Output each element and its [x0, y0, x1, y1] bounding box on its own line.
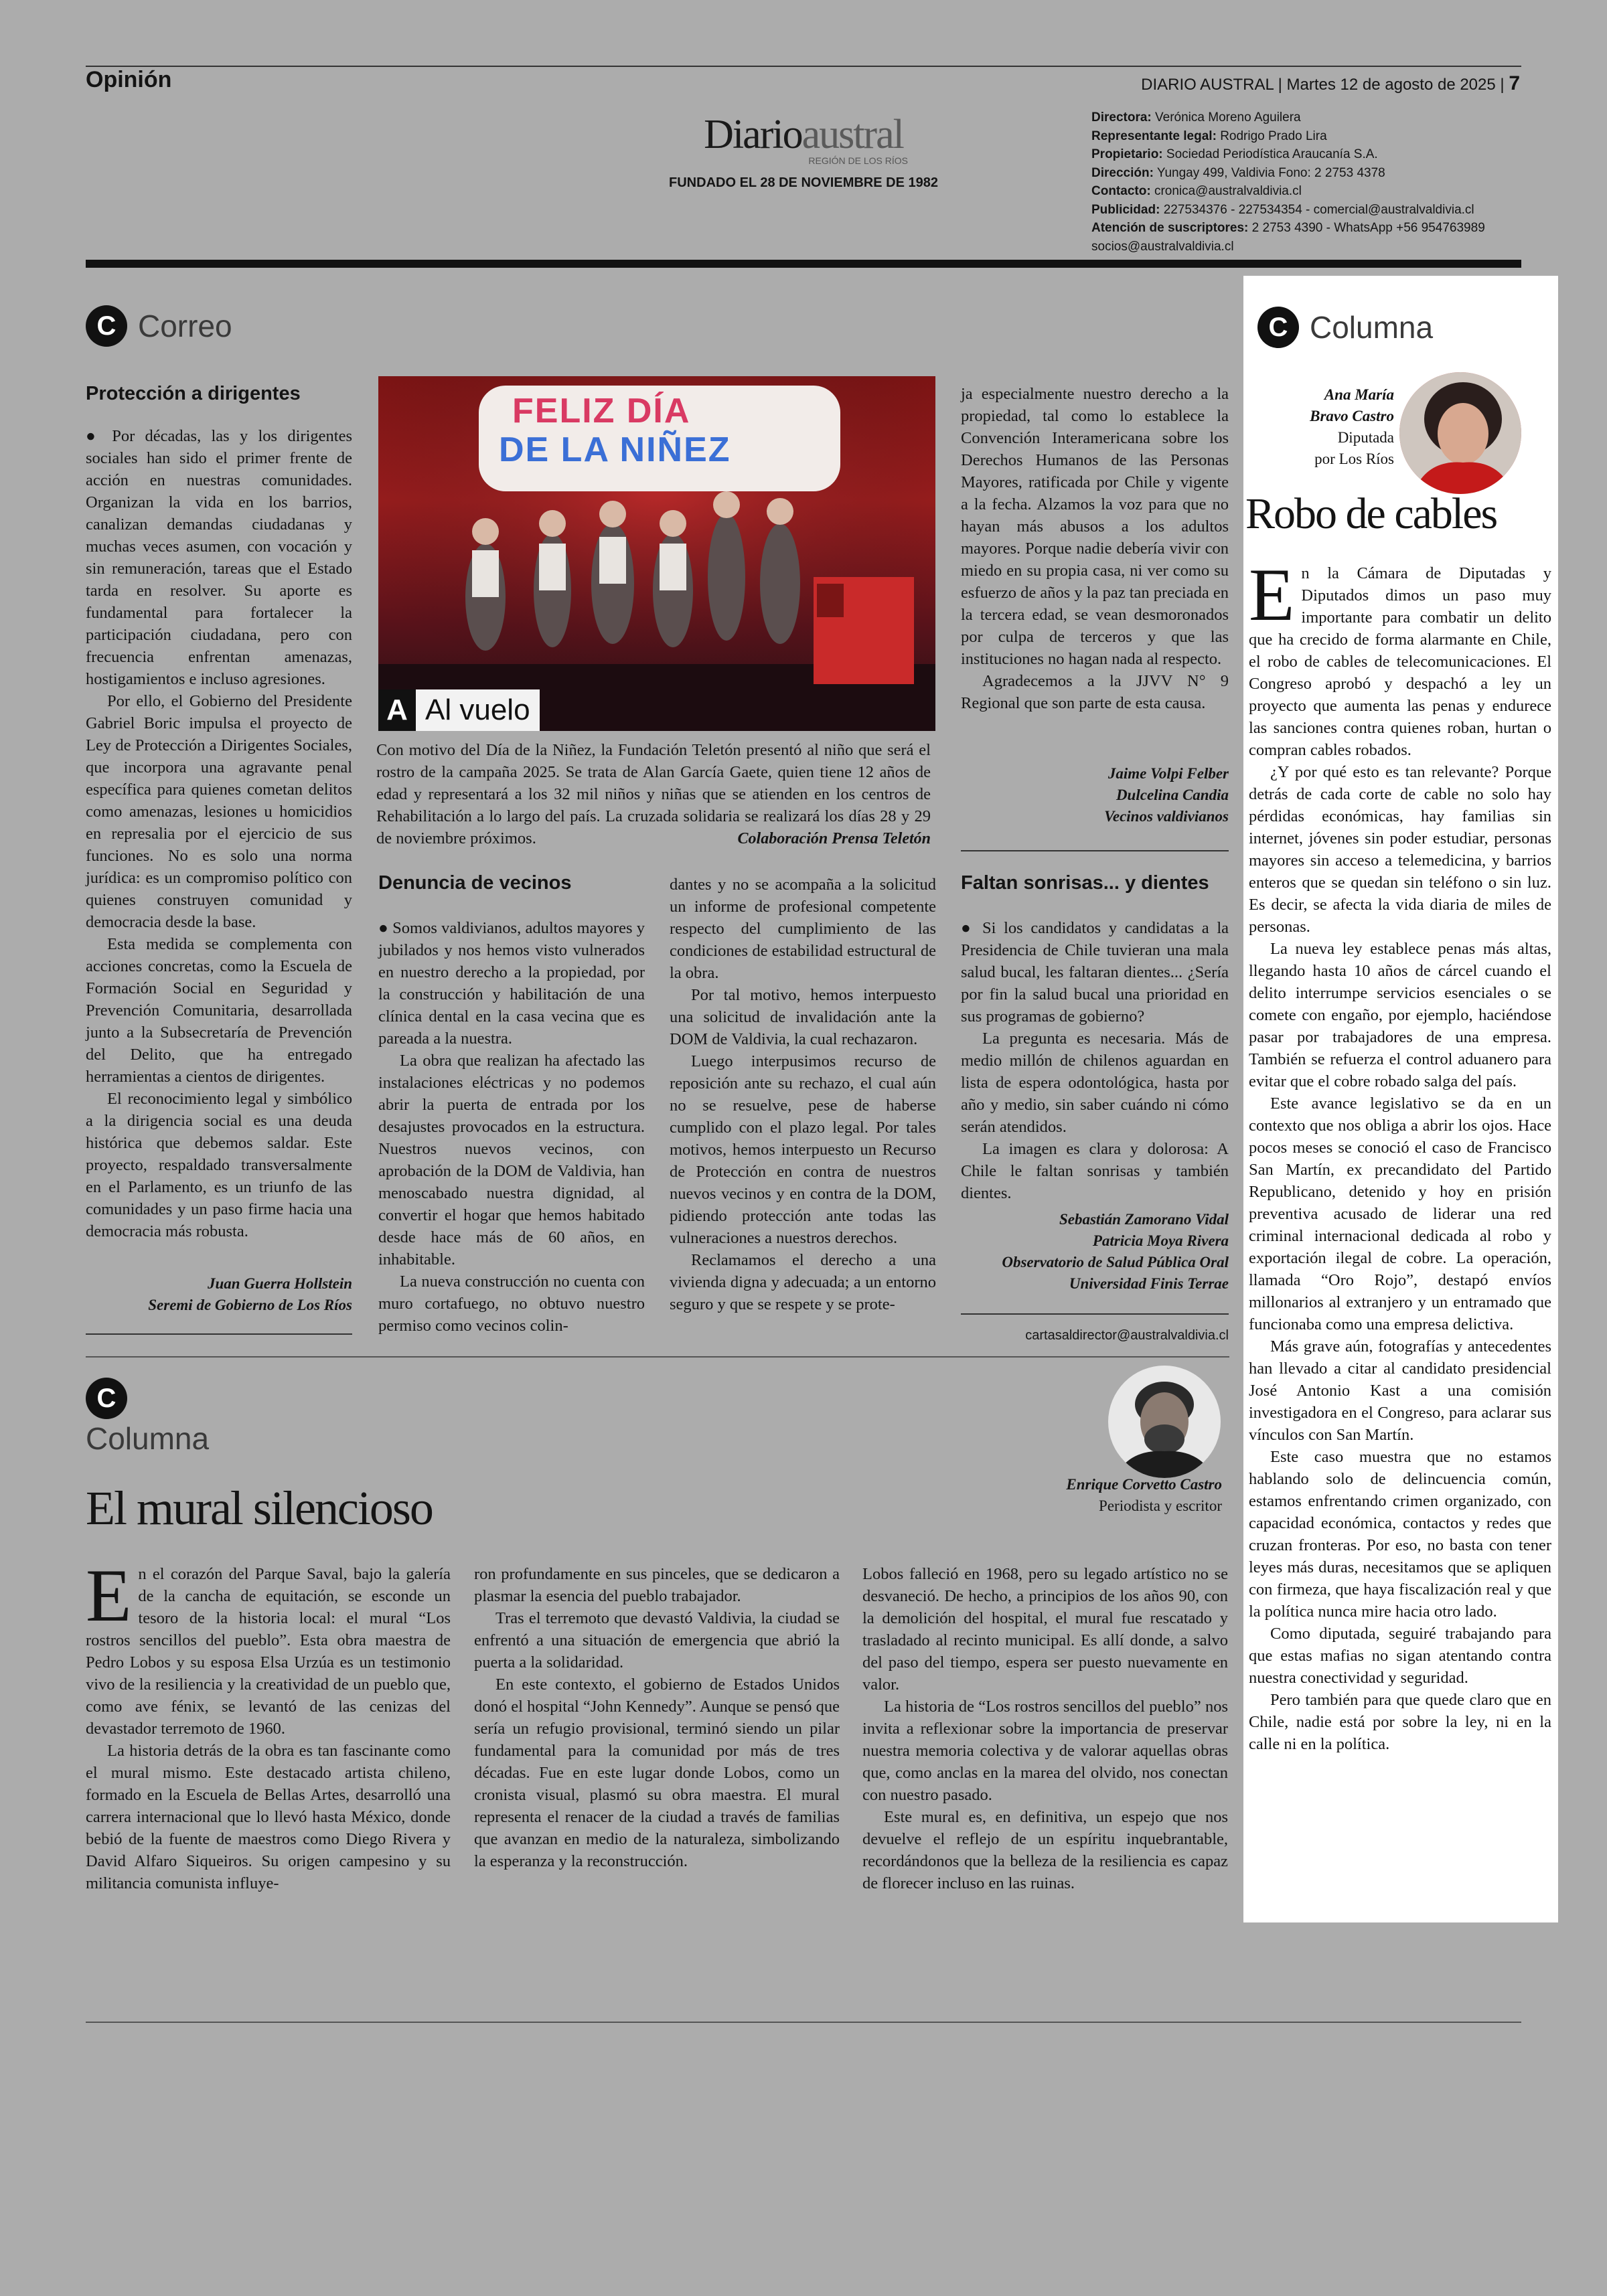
letter1-sig-role: Seremi de Gobierno de Los Ríos — [148, 1297, 352, 1313]
banner-line1: FELIZ DÍA — [512, 392, 691, 430]
column-bottom-col1 — [86, 1554, 451, 1894]
letter1-p2: Por ello, el Gobierno del Presidente Gabriel Boric impulsa el proyecto de Ley de Protección a Dirigentes Sociales, que incorpora una agravante penal específica para quienes cometan delitos como amenazas, lesiones u homicidios en represalia por el ejercicio de sus funciones. No es solo una norma jurídica: es un compromiso político con quienes construyen comunidad y democracia desde la base. — [86, 692, 352, 931]
author-name-2: Bravo Castro — [1310, 408, 1394, 424]
author-role-1: Diputada — [1337, 429, 1394, 446]
author-portrait-bottom — [1108, 1366, 1221, 1478]
letters-email[interactable]: cartasaldirector@australvaldivia.cl — [1025, 1328, 1229, 1343]
letter1-p4: El reconocimiento legal y simbólico a la dirigencia social es una deuda histórica que debemos saldar. Este proyecto, respaldado transversalmente en el Parlamento, es un triunfo de las comunidades y un paso firme hacia una democracia más robusta. — [86, 1090, 352, 1240]
logo-region: REGIÓN DE LOS RÍOS — [808, 155, 908, 166]
letter3-signature — [937, 1209, 1229, 1295]
letter1-bottom-rule — [86, 1333, 352, 1335]
logo-main: Diario — [704, 112, 802, 157]
newspaper-logo — [690, 114, 917, 166]
letter2-col1 — [378, 917, 645, 1337]
paper-date — [1004, 72, 1520, 95]
letter-top-right-signature — [961, 763, 1229, 827]
column-right-dropcap: E — [1249, 554, 1295, 637]
column-bottom-c1-p2: La historia detrás de la obra es tan fascinante como el mural mismo. Este destacado artista chileno, formado en la Escuela de Bellas Artes, desarrolló una carrera internacional que lo llevó hasta México, donde bebió de la fuente de maestros como Diego Rivera y David Alfaro Siqueiros. Su origen campesino y su militancia comunista influye- — [86, 1742, 451, 1892]
column-right-p5: Más grave aún, fotografías y antecedentes han llevado a citar al candidato presidencial José Antonio Kast a una comisión investigadora en el Congreso, para aclarar sus vínculos con San Martín. — [1249, 1337, 1551, 1444]
al-vuelo-tag — [378, 689, 540, 731]
column-bottom-title: El mural silencioso — [86, 1481, 433, 1535]
masthead-row — [1091, 145, 1520, 164]
news-photo — [378, 376, 935, 731]
masthead-value: Sociedad Periodística Araucanía S.A. — [1166, 147, 1378, 161]
masthead-label: Atención de suscriptores: — [1091, 221, 1249, 235]
masthead-label: Directora: — [1091, 110, 1152, 125]
correo-header — [86, 305, 232, 347]
header-bottom-rule — [86, 260, 1521, 268]
letter-top-right-sig-2: Dulcelina Candia — [1116, 787, 1229, 803]
al-vuelo-letter: A — [378, 689, 416, 731]
column-bottom-author-name: Enrique Corvetto Castro — [1066, 1476, 1222, 1493]
letter-top-right-sig-3: Vecinos valdivianos — [1104, 808, 1229, 825]
column-bottom-author — [937, 1474, 1222, 1517]
column-right-p3: La nueva ley establece penas más altas, llegando hasta 10 años de cárcel cuando el delito interrumpe servicios esenciales o se comete con engaño, por ejemplo, haciéndose pasar por trabajadores de una empresa. También se refuerza el control aduanero para evitar que el cobre robado salga del país. — [1249, 940, 1551, 1090]
letter-top-right-p2: Agradecemos a la JJVV N° 9 Regional que son parte de esta causa. — [961, 672, 1229, 712]
column-right-title: Robo de cables — [1245, 489, 1497, 538]
masthead-label: Dirección: — [1091, 165, 1154, 180]
letter3-sig-2: Patricia Moya Rivera — [1092, 1232, 1229, 1249]
letter3-p1: ● Si los candidatos y candidatas a la Presidencia de Chile tuvieran una mala salud bucal, les faltaran dientes... ¿Sería por fin la salud bucal una prioridad en sus programas de gobierno? — [961, 919, 1229, 1026]
photo-credit: Colaboración Prensa Teletón — [737, 830, 931, 847]
column-bottom-col3 — [862, 1563, 1228, 1894]
founded-line: FUNDADO EL 28 DE NOVIEMBRE DE 1982 — [669, 175, 938, 190]
masthead-row — [1091, 127, 1520, 146]
letter1-sig-name: Juan Guerra Hollstein — [208, 1275, 352, 1292]
column-bottom-header — [86, 1378, 209, 1457]
letter3-title: Faltan sonrisas... y dientes — [961, 872, 1209, 894]
correo-badge: C — [86, 305, 127, 347]
masthead-value: 227534376 - 227534354 - comercial@australvaldivia.cl — [1163, 202, 1474, 217]
correo-label: Correo — [138, 309, 232, 343]
column-right-author — [1257, 384, 1394, 470]
letter3-p2: La pregunta es necesaria. Más de medio millón de chilenos aguardan en lista de espera odontológica, hasta por año y medio, sin saber cuándo ni cómo serán atendidos. — [961, 1030, 1229, 1136]
letter2-c1-p2: La obra que realizan ha afectado las instalaciones eléctricas y no podemos abrir la puerta de entrada por los desajustes provocados en la estructura. Nuestros nuevos vecinos, con aprobación de la DOM de Valdivia, han menoscabado nuestra dignidad, al convertir el hogar que hemos habitado desde hace más de 60 años, en inhabitable. — [378, 1052, 645, 1268]
photo-caption-text: Con motivo del Día de la Niñez, la Fundación Teletón presentó al niño que será el rostro de la campaña 2025. Se trata de Alan García Gaete, quien tiene 12 años de edad y representará a los 32 mil niños y niñas que se atienden en los centros de Rehabilitación a lo largo del país. La cruzada solidaria se realizará los días 28 y 29 de noviembre próximos. — [376, 741, 931, 847]
letter2-c2-p3: Luego interpusimos recurso de reposición ante su rechazo, el cual aún no se resuelve, pese de haberse cumplido con el plazo legal. Por tales motivos, hemos interpuesto un Recurso de Protección en contra de nuestros nuevos vecinos y en contra de la DOM, pidiendo protección ante todas las vulneraciones a nuestros derechos. — [670, 1052, 936, 1247]
column-right-p7: Como diputada, seguiré trabajando para que estas mafias no sigan atentando contra nuestra conectividad y seguridad. — [1249, 1625, 1551, 1687]
al-vuelo-label: Al vuelo — [416, 689, 540, 731]
column-right-p2: ¿Y por qué esto es tan relevante? Porque detrás de cada corte de cable no solo hay pérdidas económicas, hay familias sin internet, jóvenes sin poder estudiar, personas mayores sin acceso a telemedicina, y barrios enteros que se quedan sin teléfono o sin luz. Es decir, se afecta la vida diaria de miles de personas. — [1249, 763, 1551, 936]
column-right-p1 — [1249, 554, 1551, 761]
masthead-row — [1091, 219, 1520, 238]
column-right-body — [1249, 554, 1551, 1755]
author-portrait-right — [1399, 372, 1521, 494]
column-bottom-c3-p1: Lobos falleció en 1968, pero su legado artístico no se desvaneció. De hecho, a principios de los años 90, con la demolición del hospital, el mural fue rescatado y trasladado al recinto municipal. Es allí donde, a salvo del paso del tiempo, espera ser puesto nuevamente en valor. — [862, 1565, 1228, 1694]
letter2-c1-p1: ● Somos valdivianos, adultos mayores y jubilados y nos hemos visto vulnerados en nuestro derecho a la propiedad, por la construcción y habilitación de una clínica dental en la casa vecina que es pareada a la nuestra. — [378, 919, 645, 1048]
column-right-p4: Este avance legislativo se da en un contexto que nos obliga a abrir los ojos. Hace pocos meses se conoció el caso de Francisco San Martín, ex precandidato del Partido Republicano, detenido y hoy en prisión preventiva acusado de liderar una red criminal internacional dedicada al robo y exportación ilegal de cobre. La operación, llamada “Oro Rojo”, destapó envíos millonarios al extranjero y un entramado que funcionaba como una empresa delictiva. — [1249, 1094, 1551, 1333]
letter3-body — [961, 917, 1229, 1204]
masthead-label: Publicidad: — [1091, 202, 1160, 217]
masthead-value: cronica@australvaldivia.cl — [1154, 184, 1302, 198]
letter3-rule — [961, 1313, 1229, 1315]
correo-bottom-rule — [86, 1356, 1229, 1358]
letter2-c1-p3: La nueva construcción no cuenta con muro cortafuego, no obtuvo nuestro permiso como vecinos colin- — [378, 1273, 645, 1335]
masthead-value: Yungay 499, Valdivia Fono: 2 2753 4378 — [1156, 165, 1385, 180]
author-photo-right — [1399, 372, 1521, 494]
column-right-badge: C — [1257, 307, 1299, 348]
letter3-sig-3: Observatorio de Salud Pública Oral — [1002, 1254, 1229, 1270]
letter-top-right-body — [961, 383, 1229, 714]
page-number: 7 — [1509, 72, 1520, 94]
letter1-signature — [86, 1273, 352, 1316]
column-bottom-c1-p1-text: n el corazón del Parque Saval, bajo la galería de la cancha de equitación, se esconde un tesoro de la historia local: el mural “Los rostros sencillos del pueblo”. Esta obra maestra de Pedro Lobos y su esposa Elsa Urzúa es un testimonio vivo de la resiliencia y la creatividad de un pueblo que, como ave fénix, se levantó de las cenizas del devastador terremoto de 1960. — [86, 1565, 451, 1738]
letter2-title: Denuncia de vecinos — [378, 872, 572, 894]
letter3-sig-1: Sebastián Zamorano Vidal — [1059, 1211, 1229, 1228]
column-bottom-label: Columna — [86, 1421, 210, 1456]
author-name-1: Ana María — [1324, 386, 1394, 403]
column-bottom-c3-p3: Este mural es, en definitiva, un espejo que nos devuelve el reflejo de un espíritu inquebrantable, recordándonos que la belleza de la resiliencia es capaz de florecer incluso en las ruinas. — [862, 1808, 1228, 1892]
masthead-value: Rodrigo Prado Lira — [1220, 129, 1327, 143]
column-bottom-badge: C — [86, 1378, 127, 1419]
column-bottom-c2-p2: Tras el terremoto que devastó Valdivia, la ciudad se enfrentó a una situación de emergencia que abrió la puerta a la solidaridad. — [474, 1609, 840, 1671]
column-bottom-c2-p3: En este contexto, el gobierno de Estados Unidos donó el hospital “John Kennedy”. Aunque se pensó que sería un refugio provisional, terminó siendo un pilar fundamental para la comunidad por más de tres décadas. Fue en este lugar donde Lobos, como un cronista visual, plasmó su obra maestra. El mural representa el renacer de la ciudad a través de familias que avanzan en medio de la naturaleza, simbolizando la esperanza y la reconstrucción. — [474, 1675, 840, 1870]
letter3-sig-4: Universidad Finis Terrae — [1069, 1275, 1229, 1292]
column-right-p1-text: n la Cámara de Diputadas y Diputados dimos un paso muy importante para combatir un delito que ha crecido de forma alarmante en Chile, el robo de cables de telecomunicaciones. El Congreso aprobó y despachó a ley un proyecto que aumenta las penas y endurece las sanciones contra quienes roban, hurtan o compran cables robados. — [1249, 564, 1551, 759]
letter-top-right-p1: ja especialmente nuestro derecho a la propiedad, tal como lo establece la Convención Interamericana sobre los Derechos Humanos de las Personas Mayores, ratificada por Chile y vigente a la fecha. Alzamos la voz para que no hayan más abusos a los adultos mayores. Porque nadie debería vivir con miedo en su propia casa, ni ver como su esfuerzo de años y la paz tan preciada en la tercera edad, se vean desmoronados por culpa de terceros y que las instituciones no hagan nada al respecto. — [961, 385, 1229, 668]
letter-top-right-rule — [961, 850, 1229, 851]
column-bottom-c2-p1: ron profundamente en sus pinceles, que se dedicaron a plasmar la esencia del pueblo trabajador. — [474, 1565, 840, 1605]
paper-date-text: DIARIO AUSTRAL | Martes 12 de agosto de 2025 | — [1141, 76, 1505, 94]
column-bottom-author-role: Periodista y escritor — [1099, 1497, 1222, 1514]
author-photo-bottom — [1108, 1366, 1221, 1478]
masthead-label: Propietario: — [1091, 147, 1163, 161]
masthead-value: socios@australvaldivia.cl — [1091, 239, 1234, 254]
letter3-p3: La imagen es clara y dolorosa: A Chile le faltan sonrisas y también dientes. — [961, 1140, 1229, 1202]
column-right-p6: Este caso muestra que no estamos hablando solo de delincuencia común, estamos enfrentando crimen organizado, con capacidad económica, contactos y redes que cruzan fronteras. Por eso, no basta con tener leyes más duras, necesitamos que se apliquen con firmeza, que haya fiscalización real y que la política nunca mire hacia otro lado. — [1249, 1448, 1551, 1621]
column-bottom-c3-p2: La historia de “Los rostros sencillos del pueblo” nos invita a reflexionar sobre la importancia de preservar nuestra memoria colectiva y de valorar aquellas obras que, como anclas en la marea del olvido, nos conectan con nuestro pasado. — [862, 1698, 1228, 1804]
column-bottom-col2 — [474, 1563, 840, 1872]
letter2-c2-p2: Por tal motivo, hemos interpuesto una solicitud de invalidación ante la DOM de Valdivia, la cual rechazaron. — [670, 986, 936, 1048]
column-bottom-c1-p1 — [86, 1554, 451, 1740]
column-right-header — [1257, 307, 1433, 348]
banner-line2: DE LA NIÑEZ — [499, 430, 731, 469]
letter1-title: Protección a dirigentes — [86, 383, 301, 404]
letter2-col2 — [670, 874, 936, 1315]
masthead-value: Verónica Moreno Aguilera — [1155, 110, 1301, 125]
masthead-row — [1091, 164, 1520, 183]
masthead-label: Representante legal: — [1091, 129, 1217, 143]
masthead-row — [1091, 201, 1520, 220]
masthead-row — [1091, 108, 1520, 127]
logo-second: austral — [801, 112, 903, 157]
column-right-label: Columna — [1310, 310, 1434, 345]
letter2-c2-p4: Reclamamos el derecho a una vivienda digna y adecuada; a un entorno seguro y que se respete y se prote- — [670, 1251, 936, 1313]
section-name: Opinión — [86, 67, 172, 92]
column-right-p8: Pero también para que quede claro que en Chile, nadie está por sobre la ley, ni en la calle ni en la política. — [1249, 1691, 1551, 1753]
column-bottom-dropcap: E — [86, 1554, 132, 1637]
masthead-row — [1091, 182, 1520, 201]
masthead — [1091, 108, 1520, 256]
letter-top-right-sig-1: Jaime Volpi Felber — [1107, 765, 1229, 782]
author-role-2: por Los Ríos — [1314, 450, 1394, 467]
letter1-body — [86, 425, 352, 1242]
letter2-c2-p1: dantes y no se acompaña a la solicitud un informe de profesional competente respecto del cumplimiento de las condiciones de estabilidad estructural de la obra. — [670, 876, 936, 982]
letter1-p3: Esta medida se complementa con acciones concretas, como la Escuela de Formación Social en Seguridad y Prevención Comunitaria, desarrollada junto a la Subsecretaría de Prevención del Delito, que ha entregado herramientas a cientos de dirigentes. — [86, 935, 352, 1086]
page-bottom-rule — [86, 2022, 1521, 2023]
masthead-label: Contacto: — [1091, 184, 1151, 198]
letter1-p1: ● Por décadas, las y los dirigentes sociales han sido el primer frente de acción en nuestras comunidades. Organizan la vida en los barrios, canalizan demandas ciudadanas y muchas veces asumen, con vocación y sin remuneración, tareas que el Estado tarda en resolver. Su aporte es fundamental para fortalecer la participación ciudadana, pero con frecuencia enfrentan amenazas, hostigamientos e incluso agresiones. — [86, 427, 352, 688]
masthead-row — [1091, 238, 1520, 256]
top-rule — [86, 66, 1521, 67]
masthead-value: 2 2753 4390 - WhatsApp +56 954763989 — [1251, 221, 1485, 235]
